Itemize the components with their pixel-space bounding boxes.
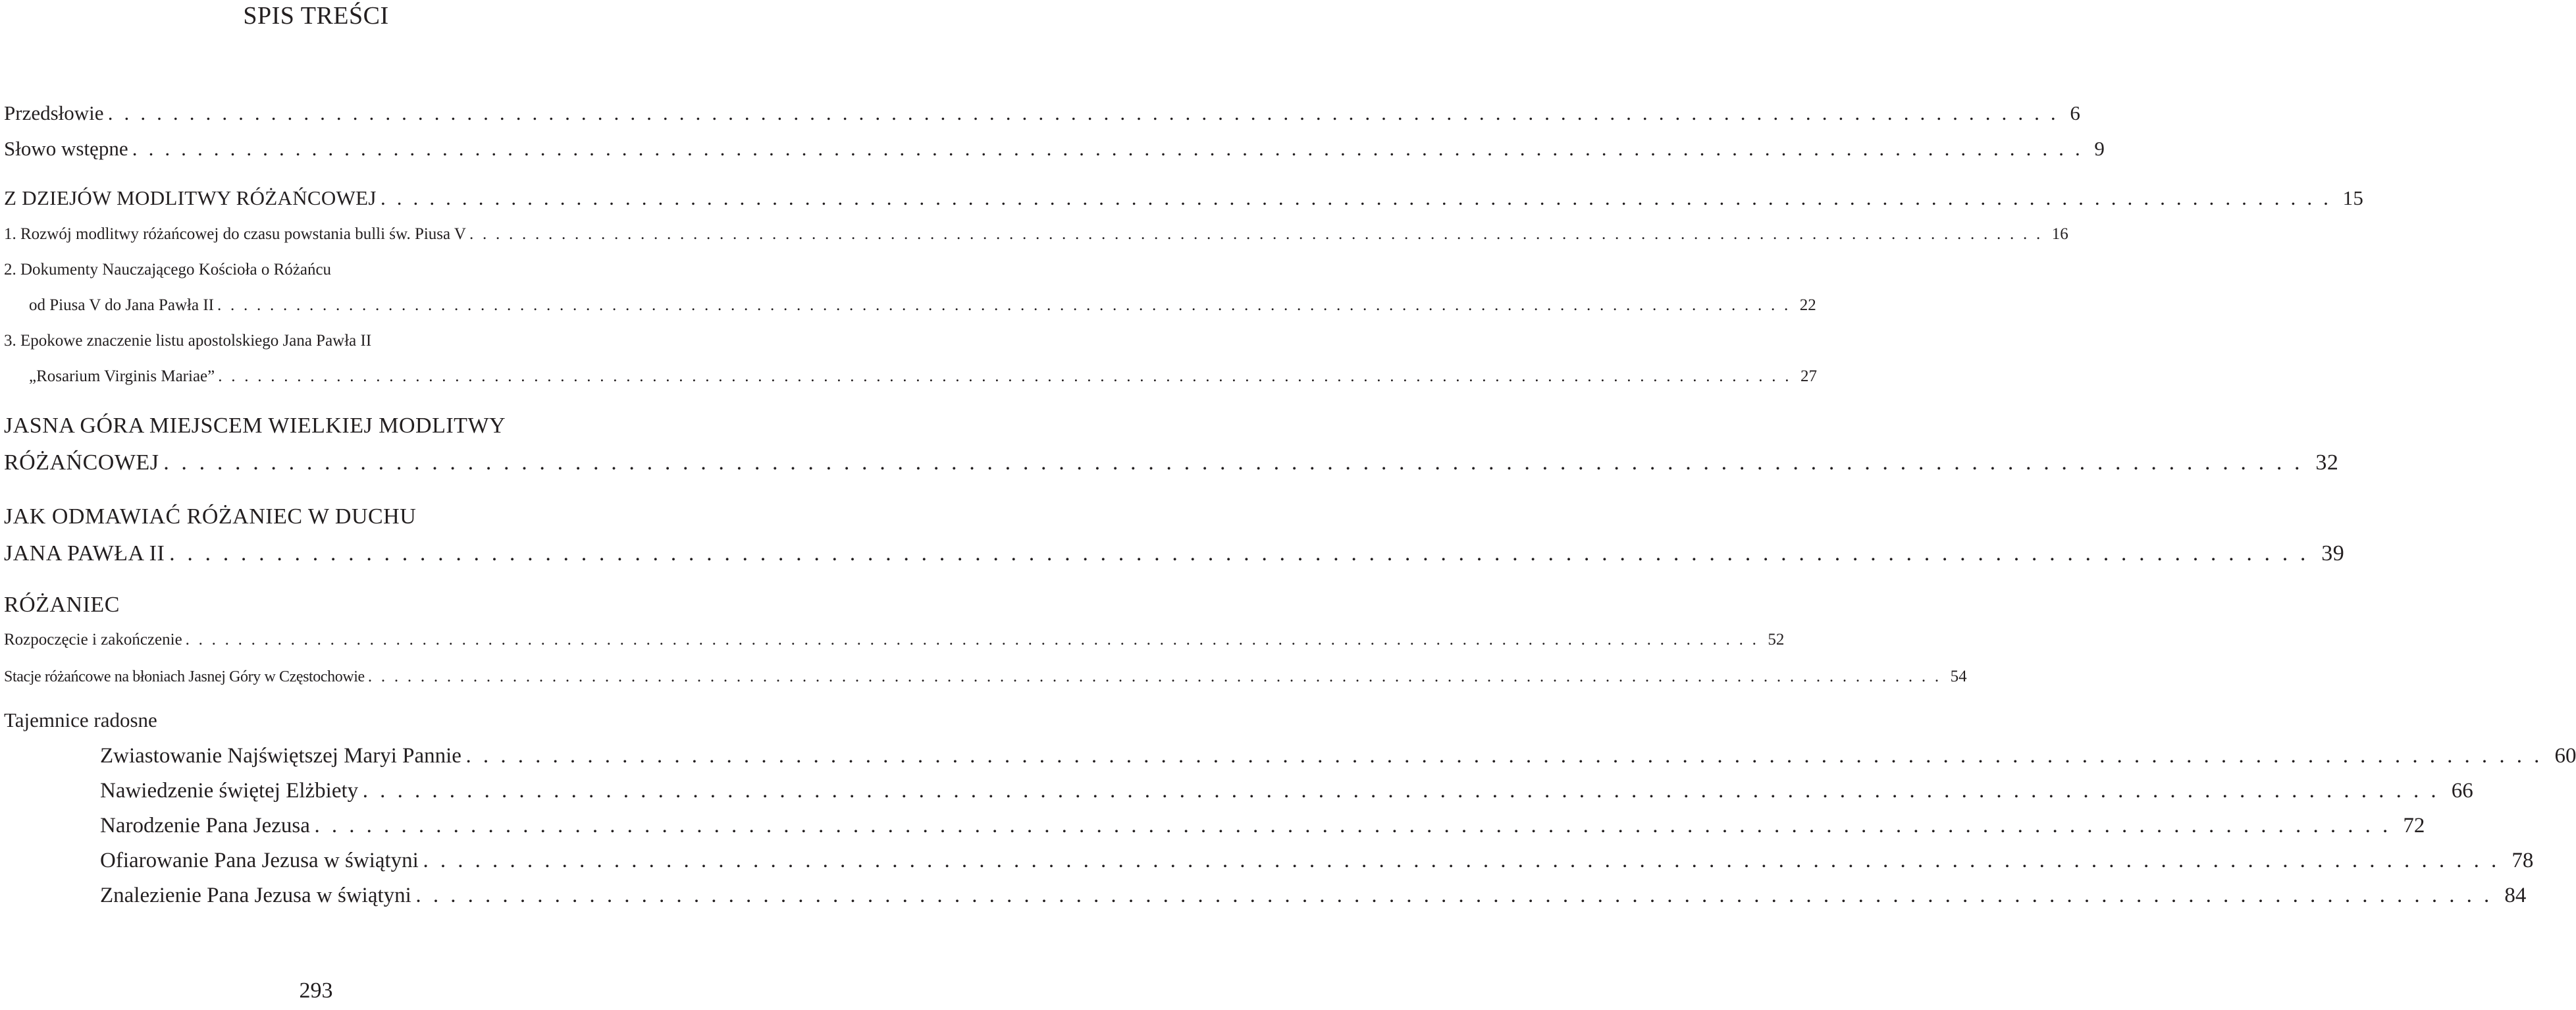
toc-subsection-tajemnice-radosne: Tajemnice radosne — [4, 708, 157, 731]
toc-entry-label: Z DZIEJÓW MODLITWY RÓŻAŃCOWEJ — [4, 186, 377, 209]
toc-entry-znalezienie[interactable] — [100, 884, 2527, 908]
toc-section-jak-odmawiac[interactable] — [4, 541, 2345, 566]
dot-leader: ........................................................................................................................ — [367, 668, 1948, 685]
toc-entry-dokumenty-line1: 2. Dokumenty Nauczającego Kościoła o Różańcu — [4, 261, 332, 279]
page-title: SPIS TREŚCI — [243, 2, 389, 30]
toc-entry-slowo-wstepne[interactable] — [4, 137, 2105, 161]
toc-entry-label: Ofiarowanie Pana Jezusa w świątyni — [100, 849, 419, 872]
toc-section-rozaniec: RÓŻANIEC — [4, 593, 120, 617]
dot-leader: ........................................................................................................................ — [415, 884, 2502, 907]
toc-entry-page: 60 — [2554, 744, 2576, 768]
toc-section-jak-odmawiac-line1: JAK ODMAWIAĆ RÓŻANIEC W DUCHU — [4, 504, 417, 529]
toc-entry-przedslowie[interactable] — [4, 101, 2080, 125]
dot-leader: ........................................................................................................................ — [362, 779, 2448, 803]
toc-entry-page: 27 — [1801, 367, 1817, 385]
dot-leader: ........................................................................................................................ — [465, 744, 2552, 768]
toc-entry-label: od Piusa V do Jana Pawła II — [29, 296, 214, 314]
toc-entry-label: 1. Rozwój modlitwy różańcowej do czasu powstania bulli św. Piusa V — [4, 225, 466, 243]
toc-entry-page: 66 — [2451, 779, 2473, 803]
toc-entry-zwiastowanie[interactable] — [100, 744, 2576, 768]
toc-entry-label: „Rosarium Virginis Mariae” — [29, 367, 215, 385]
toc-entry-page: 16 — [2051, 225, 2068, 243]
toc-entry-stacje[interactable] — [4, 668, 1967, 686]
toc-entry-page: 9 — [2094, 137, 2105, 160]
toc-entry-label: Przedsłowie — [4, 101, 104, 124]
toc-entry-label: Słowo wstępne — [4, 137, 128, 160]
toc-section-z-dziejow[interactable] — [4, 186, 2364, 210]
toc-entry-label: Nawiedzenie świętej Elżbiety — [100, 779, 359, 803]
toc-entry-label: Stacje różańcowe na błoniach Jasnej Góry w Częstochowie — [4, 668, 365, 685]
toc-entry-label: Zwiastowanie Najświętszej Maryi Pannie — [100, 744, 461, 768]
toc-entry-page: 84 — [2504, 884, 2527, 907]
page-number: 293 — [299, 978, 333, 1003]
dot-leader: ........................................................................................................................ — [132, 137, 2091, 160]
dot-leader: ........................................................................................................................ — [217, 296, 1797, 314]
toc-entry-label: Znalezienie Pana Jezusa w świątyni — [100, 884, 411, 907]
toc-entry-dokumenty[interactable] — [29, 296, 1816, 315]
toc-entry-epokowe[interactable] — [29, 367, 1817, 386]
toc-entry-label: Rozpoczęcie i zakończenie — [4, 631, 182, 649]
dot-leader: ........................................................................................................................ — [380, 186, 2340, 209]
dot-leader: ........................................................................................................................ — [185, 631, 1766, 649]
dot-leader: ........................................................................................................................ — [314, 814, 2400, 837]
toc-entry-epokowe-line1: 3. Epokowe znaczenie listu apostolskiego Jana Pawła II — [4, 332, 372, 350]
dot-leader: ........................................................................................................................ — [423, 849, 2509, 872]
toc-entry-ofiarowanie[interactable] — [100, 849, 2534, 873]
dot-leader: ........................................................................................................................ — [169, 541, 2319, 566]
toc-entry-page: 72 — [2403, 814, 2425, 837]
toc-entry-label: JANA PAWŁA II — [4, 541, 165, 566]
dot-leader: ........................................................................................................................ — [107, 101, 2067, 124]
toc-entry-label: Narodzenie Pana Jezusa — [100, 814, 310, 837]
toc-entry-page: 52 — [1768, 631, 1785, 649]
toc-entry-nawiedzenie[interactable] — [100, 779, 2473, 803]
toc-entry-page: 32 — [2315, 450, 2339, 475]
toc-entry-page: 39 — [2321, 541, 2345, 566]
dot-leader: ........................................................................................................................ — [218, 367, 1799, 385]
toc-entry-narodzenie[interactable] — [100, 814, 2425, 838]
toc-entry-page: 78 — [2511, 849, 2534, 872]
dot-leader: ........................................................................................................................ — [163, 450, 2313, 475]
toc-section-jasna-gora[interactable] — [4, 450, 2339, 475]
dot-leader: ........................................................................................................................ — [469, 225, 2049, 243]
toc-entry-page: 6 — [2070, 101, 2080, 124]
toc-entry-label: RÓŻAŃCOWEJ — [4, 450, 159, 475]
toc-entry-rozwoj[interactable] — [4, 225, 2068, 244]
toc-entry-rozpoczecie[interactable] — [4, 631, 1785, 649]
toc-section-jasna-gora-line1: JASNA GÓRA MIEJSCEM WIELKIEJ MODLITWY — [4, 413, 506, 438]
toc-entry-page: 15 — [2342, 186, 2364, 209]
toc-entry-page: 22 — [1799, 296, 1816, 314]
toc-entry-page: 54 — [1950, 668, 1967, 685]
